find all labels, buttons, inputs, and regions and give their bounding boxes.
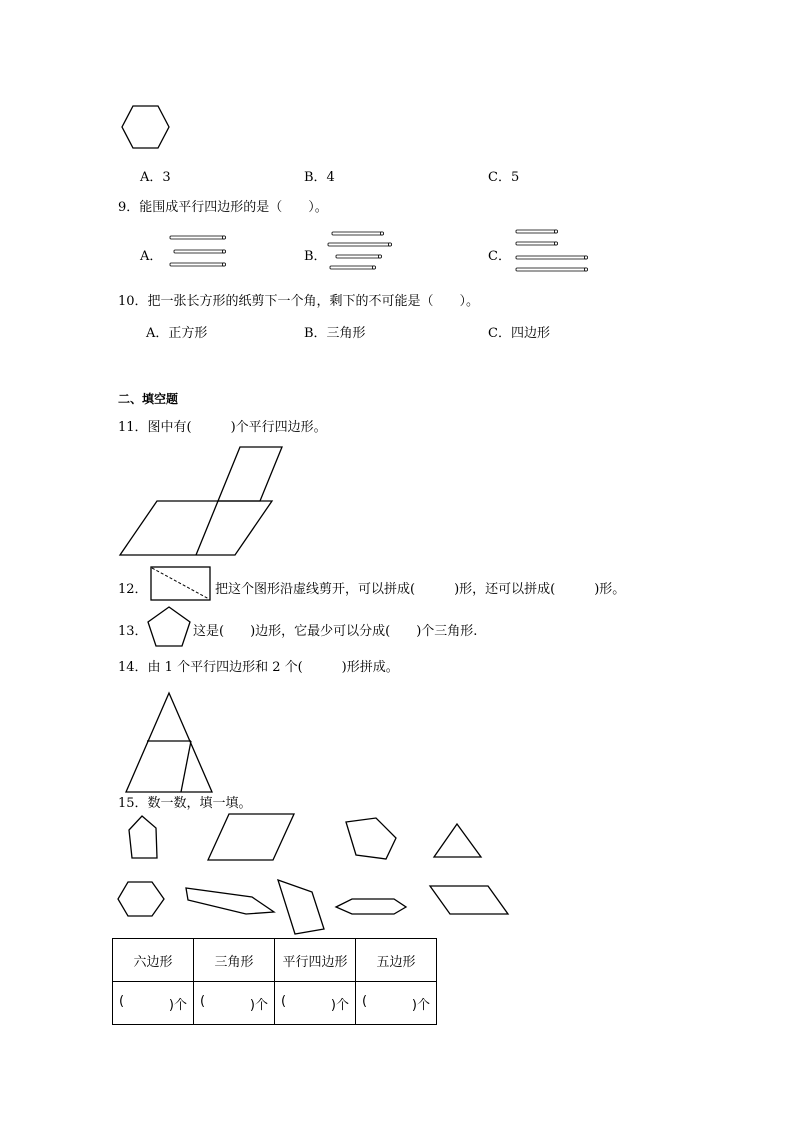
hexagon-shape-2	[336, 899, 406, 914]
count-table	[112, 938, 437, 1025]
section-title: 二、填空题	[118, 392, 179, 406]
blank-close: )个	[168, 997, 187, 1013]
sticks-figure-c	[514, 227, 594, 273]
pentagon-shape-1	[129, 816, 157, 858]
sticks-figure-b	[326, 228, 396, 272]
q9-question: 9．能围成平行四边形的是（ ）。	[118, 200, 328, 215]
q13-number: 13．	[118, 624, 148, 639]
pentagon-figure-q13	[147, 605, 193, 649]
quadrilateral-shape-1	[186, 888, 274, 914]
header-triangle: 三角形	[194, 939, 275, 982]
pentagon-shape-2	[346, 818, 396, 859]
parallelogram-grid-figure	[119, 444, 289, 560]
answer-cell-pentagon[interactable]	[356, 982, 437, 1025]
blank-close: )个	[330, 997, 349, 1013]
q8-option-b[interactable]: B．4	[304, 170, 335, 185]
q9-option-b[interactable]: B．	[304, 249, 327, 264]
quadrilateral-shape-2	[278, 880, 324, 934]
rectangle-dashed-diagonal-figure	[150, 566, 212, 602]
q14-question: 14．由 1 个平行四边形和 2 个( )形拼成。	[118, 660, 399, 675]
parallelogram-shape-2	[430, 886, 508, 914]
answer-cell-parallelogram[interactable]	[275, 982, 356, 1025]
table-answer-row	[113, 982, 437, 1025]
blank-open: (	[362, 993, 368, 1009]
blank-close: )个	[411, 997, 430, 1013]
q10-option-a[interactable]: A．正方形	[146, 326, 208, 341]
q13-question: 这是( )边形，它最少可以分成( )个三角形.	[193, 624, 478, 639]
hexagon-shape-1	[118, 882, 164, 916]
header-hexagon: 六边形	[113, 939, 194, 982]
q11-question: 11．图中有( )个平行四边形。	[118, 420, 327, 435]
answer-cell-triangle[interactable]	[194, 982, 275, 1025]
header-pentagon: 五边形	[356, 939, 437, 982]
q15-question: 15．数一数，填一填。	[118, 796, 252, 811]
sticks-figure-a	[168, 233, 230, 267]
hexagon-figure-q8	[121, 105, 171, 151]
q8-option-c[interactable]: C．5	[488, 170, 520, 185]
blank-close: )个	[249, 997, 268, 1013]
blank-open: (	[281, 993, 287, 1009]
parallelogram-shape-1	[208, 814, 294, 860]
q12-number: 12．	[118, 582, 148, 597]
answer-cell-hexagon[interactable]	[113, 982, 194, 1025]
q8-option-a[interactable]: A．3	[140, 170, 171, 185]
header-parallelogram: 平行四边形	[275, 939, 356, 982]
table-header-row	[113, 939, 437, 982]
q10-option-b[interactable]: B．三角形	[304, 326, 366, 341]
q10-question: 10．把一张长方形的纸剪下一个角，剩下的不可能是（ ）。	[118, 294, 480, 309]
q12-question: 把这个图形沿虚线剪开，可以拼成( )形，还可以拼成( )形。	[215, 582, 626, 597]
triangle-shape-1	[434, 824, 481, 857]
blank-open: (	[119, 993, 125, 1009]
shapes-to-count	[116, 812, 536, 932]
q9-option-a[interactable]: A．	[140, 249, 163, 264]
blank-open: (	[200, 993, 206, 1009]
q9-option-c[interactable]: C．	[488, 249, 511, 264]
q10-option-c[interactable]: C．四边形	[488, 326, 550, 341]
composite-triangle-figure	[124, 692, 216, 794]
